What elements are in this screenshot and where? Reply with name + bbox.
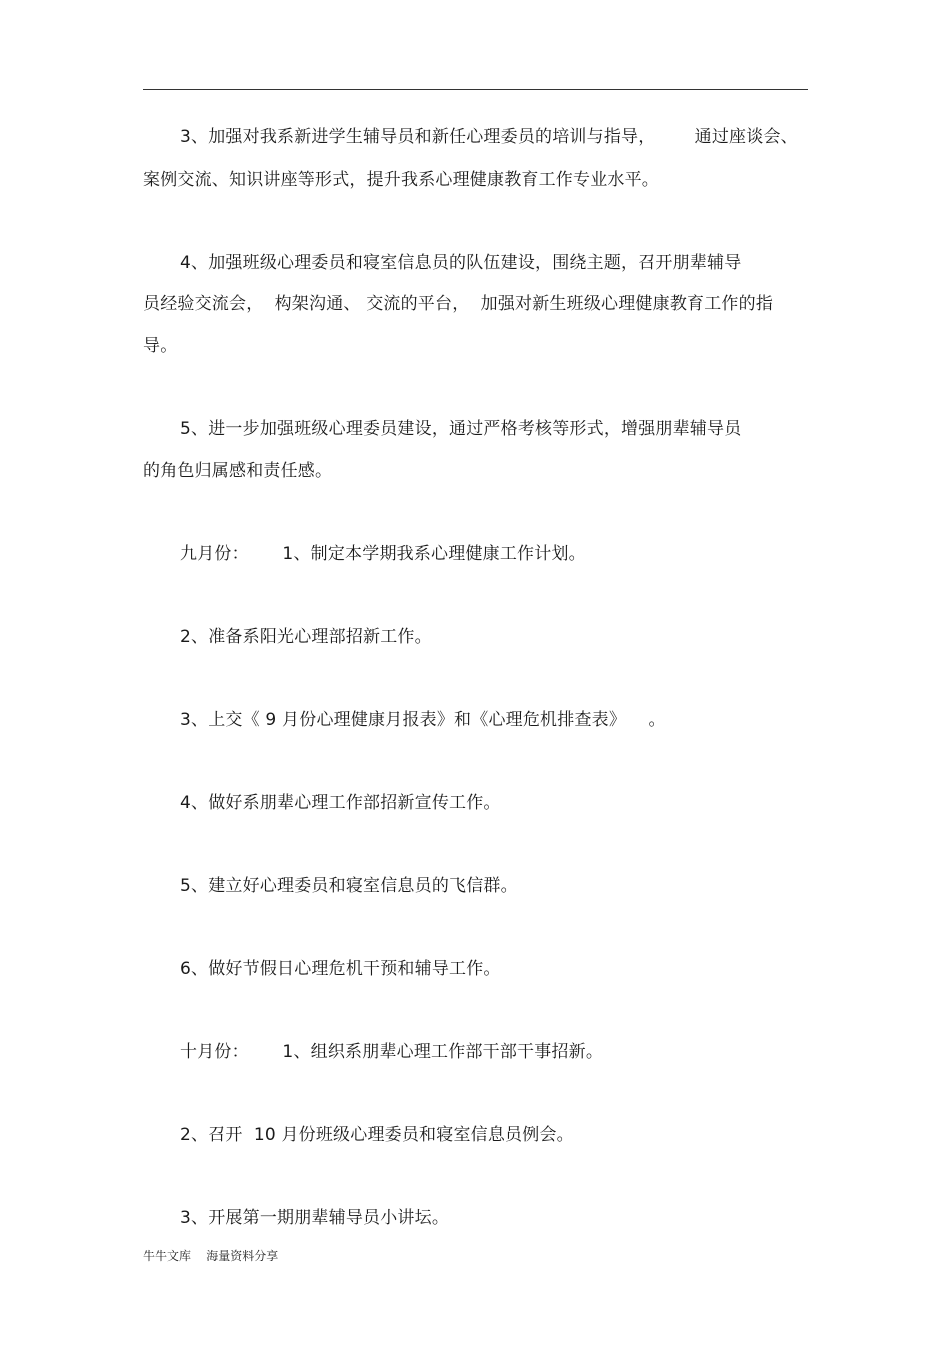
paragraph-line: 4、加强班级心理委员和寝室信息员的队伍建设，围绕主题，召开朋辈辅导	[180, 253, 742, 273]
paragraph-line: 导。	[143, 336, 178, 356]
list-item: 2、召开 10 月份班级心理委员和寝室信息员例会。	[180, 1125, 574, 1145]
list-item: 2、准备系阳光心理部招新工作。	[180, 627, 432, 647]
month-heading-line: 十月份： 1、组织系朋辈心理工作部干部干事招新。	[180, 1042, 604, 1062]
paragraph-line: 员经验交流会， 构架沟通、 交流的平台， 加强对新生班级心理健康教育工作的指	[143, 294, 774, 314]
paragraph-line: 案例交流、知识讲座等形式，提升我系心理健康教育工作专业水平。	[143, 170, 659, 190]
month-heading-line: 九月份： 1、制定本学期我系心理健康工作计划。	[180, 544, 586, 564]
paragraph-line: 的角色归属感和责任感。	[143, 461, 333, 481]
list-item: 4、做好系朋辈心理工作部招新宣传工作。	[180, 793, 501, 813]
list-item: 6、做好节假日心理危机干预和辅导工作。	[180, 959, 501, 979]
list-item: 5、建立好心理委员和寝室信息员的飞信群。	[180, 876, 518, 896]
paragraph-line: 3、加强对我系新进学生辅导员和新任心理委员的培训与指导， 通过座谈会、	[180, 127, 798, 147]
footer-label: 牛牛文库 海量资料分享	[143, 1249, 279, 1263]
list-item: 3、上交《 9 月份心理健康月报表》和《心理危机排查表》 。	[180, 710, 666, 730]
paragraph-line: 5、进一步加强班级心理委员建设，通过严格考核等形式，增强朋辈辅导员	[180, 419, 742, 439]
header-rule	[143, 89, 808, 90]
list-item: 3、开展第一期朋辈辅导员小讲坛。	[180, 1208, 450, 1228]
